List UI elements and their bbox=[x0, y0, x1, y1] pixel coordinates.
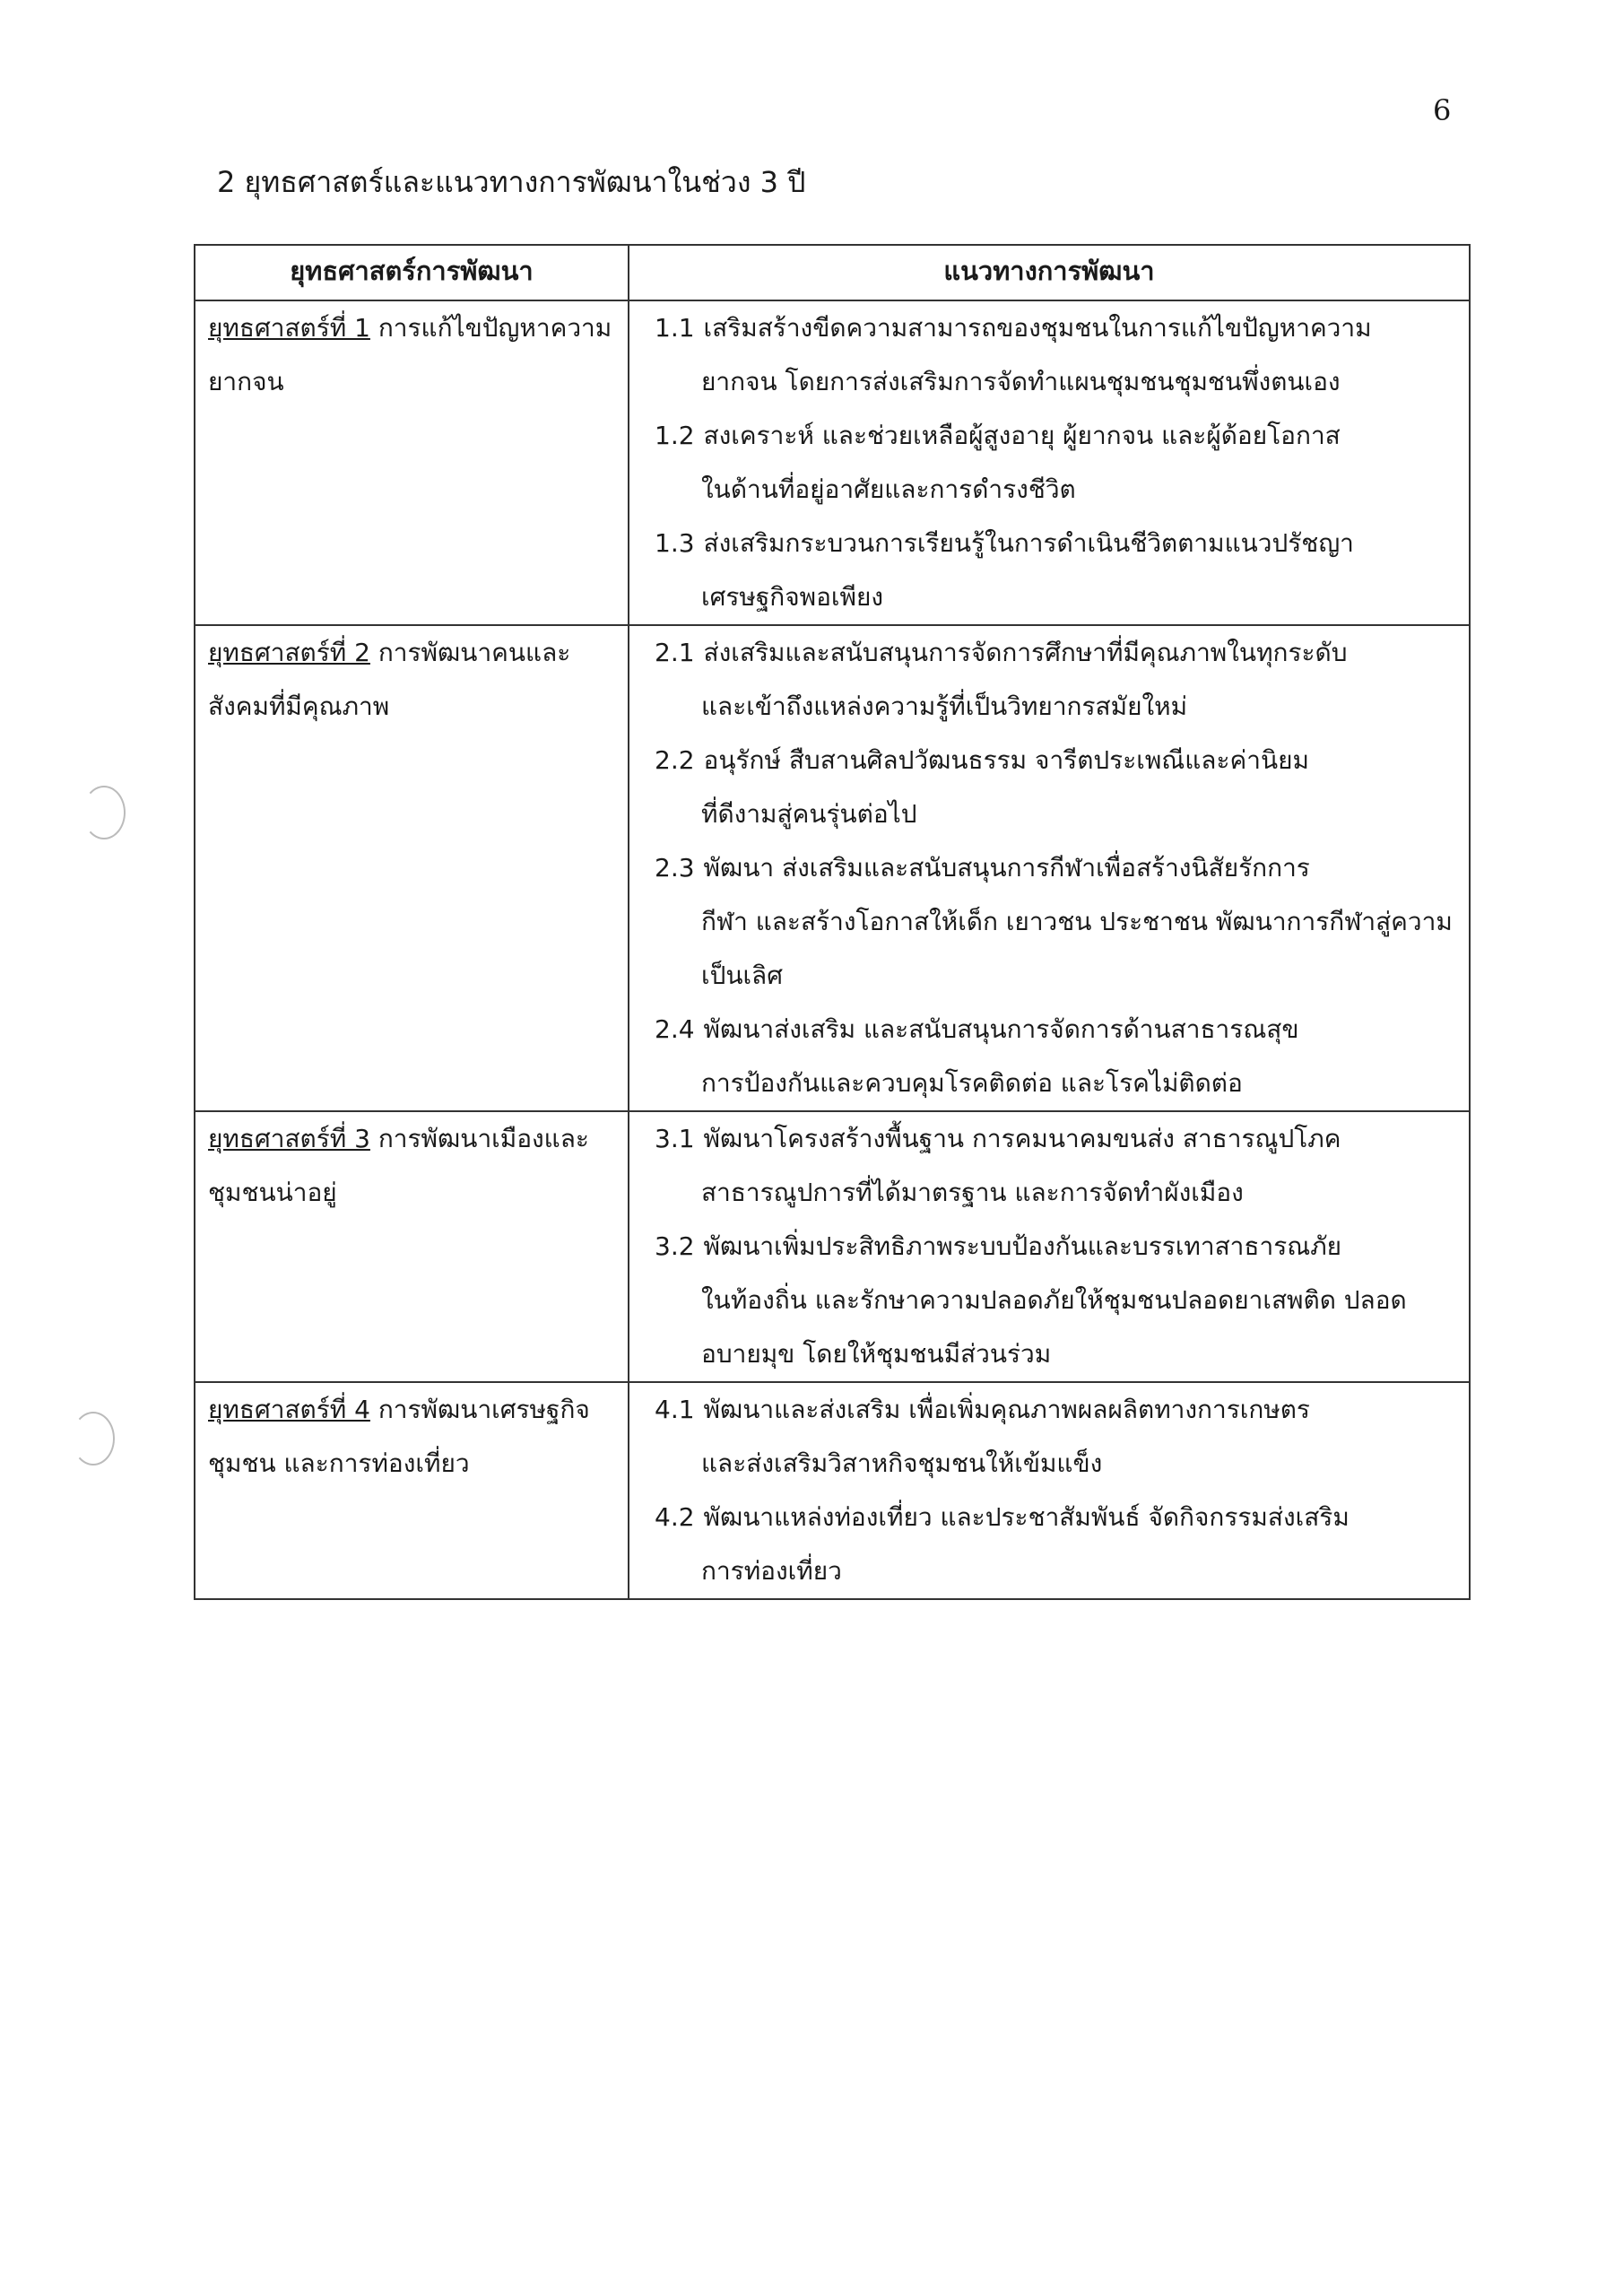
guideline-item bbox=[637, 734, 1462, 841]
punch-hole-mark bbox=[82, 786, 126, 839]
guideline-continuation: การท่องเที่ยว bbox=[701, 1556, 842, 1586]
strategy-name bbox=[203, 1112, 621, 1220]
guideline-text: ส่งเสริมและสนับสนุนการจัดการศึกษาที่มีคุณภาพในทุกระดับ bbox=[703, 638, 1348, 667]
guideline-item bbox=[637, 1383, 1462, 1491]
guideline-continuation: การป้องกันและควบคุมโรคติดต่อ และโรคไม่ติดต่อ bbox=[701, 1068, 1243, 1098]
guideline-text: พัฒนาส่งเสริม และสนับสนุนการจัดการด้านสาธารณสุข bbox=[703, 1014, 1299, 1044]
guideline-text: พัฒนาแหล่งท่องเที่ยว และประชาสัมพันธ์ จัดกิจกรรมส่งเสริม bbox=[703, 1502, 1350, 1532]
guideline-number: 1.2 bbox=[655, 421, 695, 450]
guideline-number: 3.1 bbox=[655, 1124, 695, 1153]
guideline-number: 2.4 bbox=[655, 1014, 695, 1044]
strategy-label: ยุทธศาสตร์ที่ 2 bbox=[208, 638, 370, 667]
guideline-item bbox=[637, 1491, 1462, 1598]
strategy-name bbox=[203, 626, 621, 734]
guideline-continuation: เศรษฐกิจพอเพียง bbox=[701, 582, 884, 612]
strategy-title: การพัฒนาคนและสังคมที่มีคุณภาพ bbox=[208, 638, 571, 721]
guideline-item bbox=[637, 301, 1462, 409]
guideline-continuation: ในท้องถิ่น และรักษาความปลอดภัยให้ชุมชนปลอดยาเสพติด ปลอดอบายมุข โดยให้ชุมชนมีส่วนร่วม bbox=[701, 1285, 1407, 1369]
table-row bbox=[195, 625, 1470, 1111]
guideline-number: 4.2 bbox=[655, 1502, 695, 1532]
guideline-continuation: สาธารณูปการที่ได้มาตรฐาน และการจัดทำผังเมือง bbox=[701, 1178, 1244, 1207]
guideline-continuation: และส่งเสริมวิสาหกิจชุมชนให้เข้มแข็ง bbox=[701, 1448, 1103, 1478]
strategy-title: การแก้ไขปัญหาความยากจน bbox=[208, 313, 612, 396]
strategy-label: ยุทธศาสตร์ที่ 4 bbox=[208, 1395, 370, 1424]
guideline-continuation: กีฬา และสร้างโอกาสให้เด็ก เยาวชน ประชาชน พัฒนาการกีฬาสู่ความเป็นเลิศ bbox=[701, 907, 1453, 990]
strategy-title: การพัฒนาเศรษฐกิจชุมชน และการท่องเที่ยว bbox=[208, 1395, 590, 1478]
punch-hole-mark bbox=[72, 1412, 115, 1465]
guideline-text: เสริมสร้างขีดความสามารถของชุมชนในการแก้ไขปัญหาความ bbox=[703, 313, 1372, 343]
guideline-text: พัฒนาโครงสร้างพื้นฐาน การคมนาคมขนส่ง สาธารณูปโภค bbox=[703, 1124, 1341, 1153]
strategy-label: ยุทธศาสตร์ที่ 3 bbox=[208, 1124, 370, 1153]
header-guidelines: แนวทางการพัฒนา bbox=[629, 245, 1470, 300]
strategy-cell bbox=[195, 300, 629, 625]
guideline-cell bbox=[629, 1382, 1470, 1599]
guideline-item bbox=[637, 1220, 1462, 1381]
guideline-continuation: ยากจน โดยการส่งเสริมการจัดทำแผนชุมชนชุมชนพึ่งตนเอง bbox=[701, 367, 1341, 396]
strategy-cell bbox=[195, 1111, 629, 1382]
strategy-label: ยุทธศาสตร์ที่ 1 bbox=[208, 313, 370, 343]
guideline-text: พัฒนาเพิ่มประสิทธิภาพระบบป้องกันและบรรเทาสาธารณภัย bbox=[703, 1231, 1342, 1261]
guideline-text: อนุรักษ์ สืบสานศิลปวัฒนธรรม จารีตประเพณีและค่านิยม bbox=[703, 745, 1309, 775]
page-number: 6 bbox=[1433, 93, 1452, 127]
guideline-item bbox=[637, 1112, 1462, 1220]
guideline-text: พัฒนาและส่งเสริม เพื่อเพิ่มคุณภาพผลผลิตทางการเกษตร bbox=[703, 1395, 1310, 1424]
strategy-cell bbox=[195, 625, 629, 1111]
guideline-item bbox=[637, 841, 1462, 1003]
table-row bbox=[195, 1382, 1470, 1599]
strategy-cell bbox=[195, 1382, 629, 1599]
guideline-text: พัฒนา ส่งเสริมและสนับสนุนการกีฬาเพื่อสร้างนิสัยรักการ bbox=[703, 853, 1310, 883]
guideline-cell bbox=[629, 300, 1470, 625]
table-row bbox=[195, 1111, 1470, 1382]
guideline-item bbox=[637, 1003, 1462, 1110]
guideline-item bbox=[637, 626, 1462, 734]
guideline-number: 2.3 bbox=[655, 853, 695, 883]
guideline-continuation: ที่ดีงามสู่คนรุ่นต่อไป bbox=[701, 799, 917, 829]
strategy-title: การพัฒนาเมืองและชุมชนน่าอยู่ bbox=[208, 1124, 589, 1207]
guideline-item bbox=[637, 517, 1462, 624]
strategy-name bbox=[203, 1383, 621, 1491]
guideline-number: 3.2 bbox=[655, 1231, 695, 1261]
strategy-table bbox=[194, 244, 1471, 1600]
header-strategy: ยุทธศาสตร์การพัฒนา bbox=[195, 245, 629, 300]
guideline-continuation: และเข้าถึงแหล่งความรู้ที่เป็นวิทยากรสมัยใหม่ bbox=[701, 691, 1188, 721]
strategy-name bbox=[203, 301, 621, 409]
guideline-cell bbox=[629, 1111, 1470, 1382]
guideline-continuation: ในด้านที่อยู่อาศัยและการดำรงชีวิต bbox=[701, 474, 1076, 504]
guideline-number: 2.1 bbox=[655, 638, 695, 667]
guideline-text: ส่งเสริมกระบวนการเรียนรู้ในการดำเนินชีวิตตามแนวปรัชญา bbox=[703, 528, 1354, 558]
guideline-text: สงเคราะห์ และช่วยเหลือผู้สูงอายุ ผู้ยากจน และผู้ด้อยโอกาส bbox=[703, 421, 1341, 450]
guideline-item bbox=[637, 409, 1462, 517]
guideline-number: 1.1 bbox=[655, 313, 695, 343]
section-title: 2 ยุทธศาสตร์และแนวทางการพัฒนาในช่วง 3 ปี bbox=[217, 165, 806, 199]
guideline-number: 1.3 bbox=[655, 528, 695, 558]
guideline-number: 2.2 bbox=[655, 745, 695, 775]
guideline-number: 4.1 bbox=[655, 1395, 695, 1424]
guideline-cell bbox=[629, 625, 1470, 1111]
table-row bbox=[195, 300, 1470, 625]
table-header-row bbox=[195, 245, 1470, 300]
